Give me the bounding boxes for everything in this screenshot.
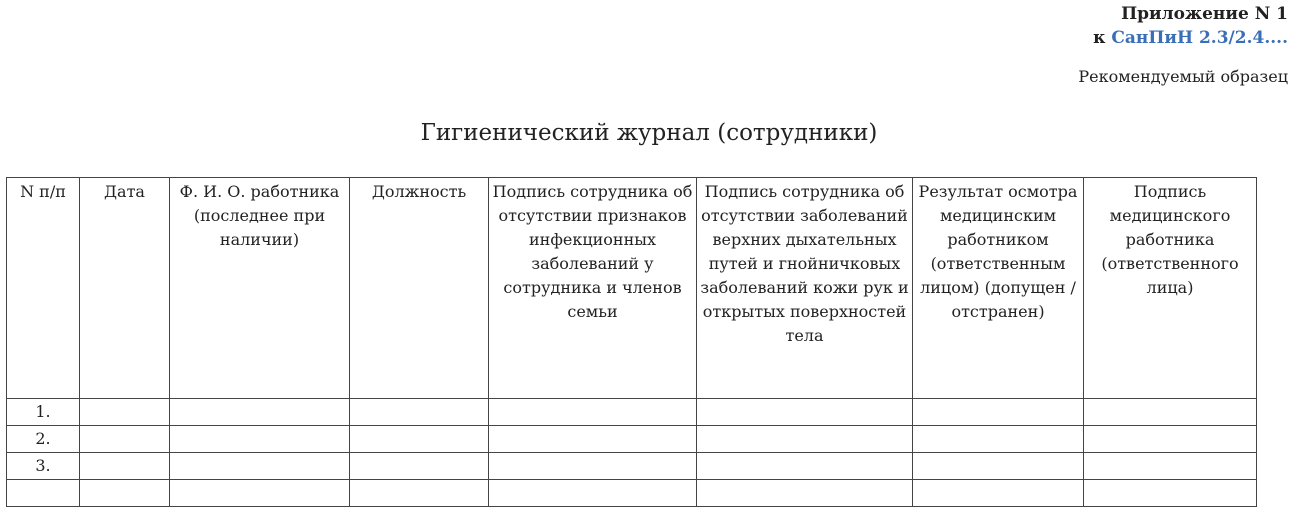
table-cell[interactable]: [697, 399, 913, 426]
table-cell[interactable]: [697, 480, 913, 507]
table-row: [7, 426, 1257, 453]
table-cell[interactable]: [1084, 399, 1257, 426]
table-cell[interactable]: [1084, 453, 1257, 480]
table-cell[interactable]: [1084, 426, 1257, 453]
appendix-to-prefix: к: [1093, 28, 1106, 48]
table-cell[interactable]: [350, 453, 489, 480]
col-header-signature-infection: Подпись сотрудника об отсутствии признаков инфекционных заболеваний у сотрудника и членов семьи: [489, 178, 697, 399]
col-header-position: Должность: [350, 178, 489, 399]
col-header-exam-result: Результат осмотра медицинским работником (ответственным лицом) (допущен / отстранен): [913, 178, 1084, 399]
table-cell[interactable]: [913, 480, 1084, 507]
col-header-number: N п/п: [7, 178, 80, 399]
table-cell[interactable]: [80, 426, 170, 453]
table-row: [7, 399, 1257, 426]
table-cell[interactable]: [170, 480, 350, 507]
col-header-fullname: Ф. И. О. работника (последнее при наличии): [170, 178, 350, 399]
page-title: Гигиенический журнал (сотрудники): [420, 120, 878, 146]
table-cell[interactable]: [489, 453, 697, 480]
appendix-reference: [1093, 26, 1288, 50]
table-cell[interactable]: [913, 453, 1084, 480]
table-cell[interactable]: [1084, 480, 1257, 507]
hygiene-journal-table: [6, 177, 1257, 507]
table-cell[interactable]: [350, 426, 489, 453]
table-cell[interactable]: [489, 399, 697, 426]
table-row: [7, 480, 1257, 507]
sanpin-link[interactable]: СанПиН 2.3/2.4....: [1111, 28, 1288, 48]
table-cell[interactable]: [80, 399, 170, 426]
col-header-date: Дата: [80, 178, 170, 399]
table-cell[interactable]: [170, 399, 350, 426]
col-header-medical-signature: Подпись медицинского работника (ответственного лица): [1084, 178, 1257, 399]
table-cell[interactable]: [913, 426, 1084, 453]
table-cell[interactable]: [489, 426, 697, 453]
row-number: [7, 480, 80, 507]
table-cell[interactable]: [697, 453, 913, 480]
table-cell[interactable]: [170, 426, 350, 453]
table-row: [7, 453, 1257, 480]
table-cell[interactable]: [350, 399, 489, 426]
table-cell[interactable]: [80, 480, 170, 507]
row-number: 3.: [7, 453, 80, 480]
col-header-signature-respiratory: Подпись сотрудника об отсутствии заболеваний верхних дыхательных путей и гнойничковых заболеваний кожи рук и открытых поверхностей тела: [697, 178, 913, 399]
table-cell[interactable]: [697, 426, 913, 453]
table-cell[interactable]: [80, 453, 170, 480]
table-cell[interactable]: [913, 399, 1084, 426]
table-header-row: [7, 178, 1257, 399]
row-number: 2.: [7, 426, 80, 453]
appendix-label: Приложение N 1: [1121, 4, 1288, 24]
sample-note: Рекомендуемый образец: [1078, 67, 1288, 86]
table-cell[interactable]: [170, 453, 350, 480]
row-number: 1.: [7, 399, 80, 426]
table-cell[interactable]: [350, 480, 489, 507]
appendix-header: [1093, 2, 1288, 50]
table-cell[interactable]: [489, 480, 697, 507]
